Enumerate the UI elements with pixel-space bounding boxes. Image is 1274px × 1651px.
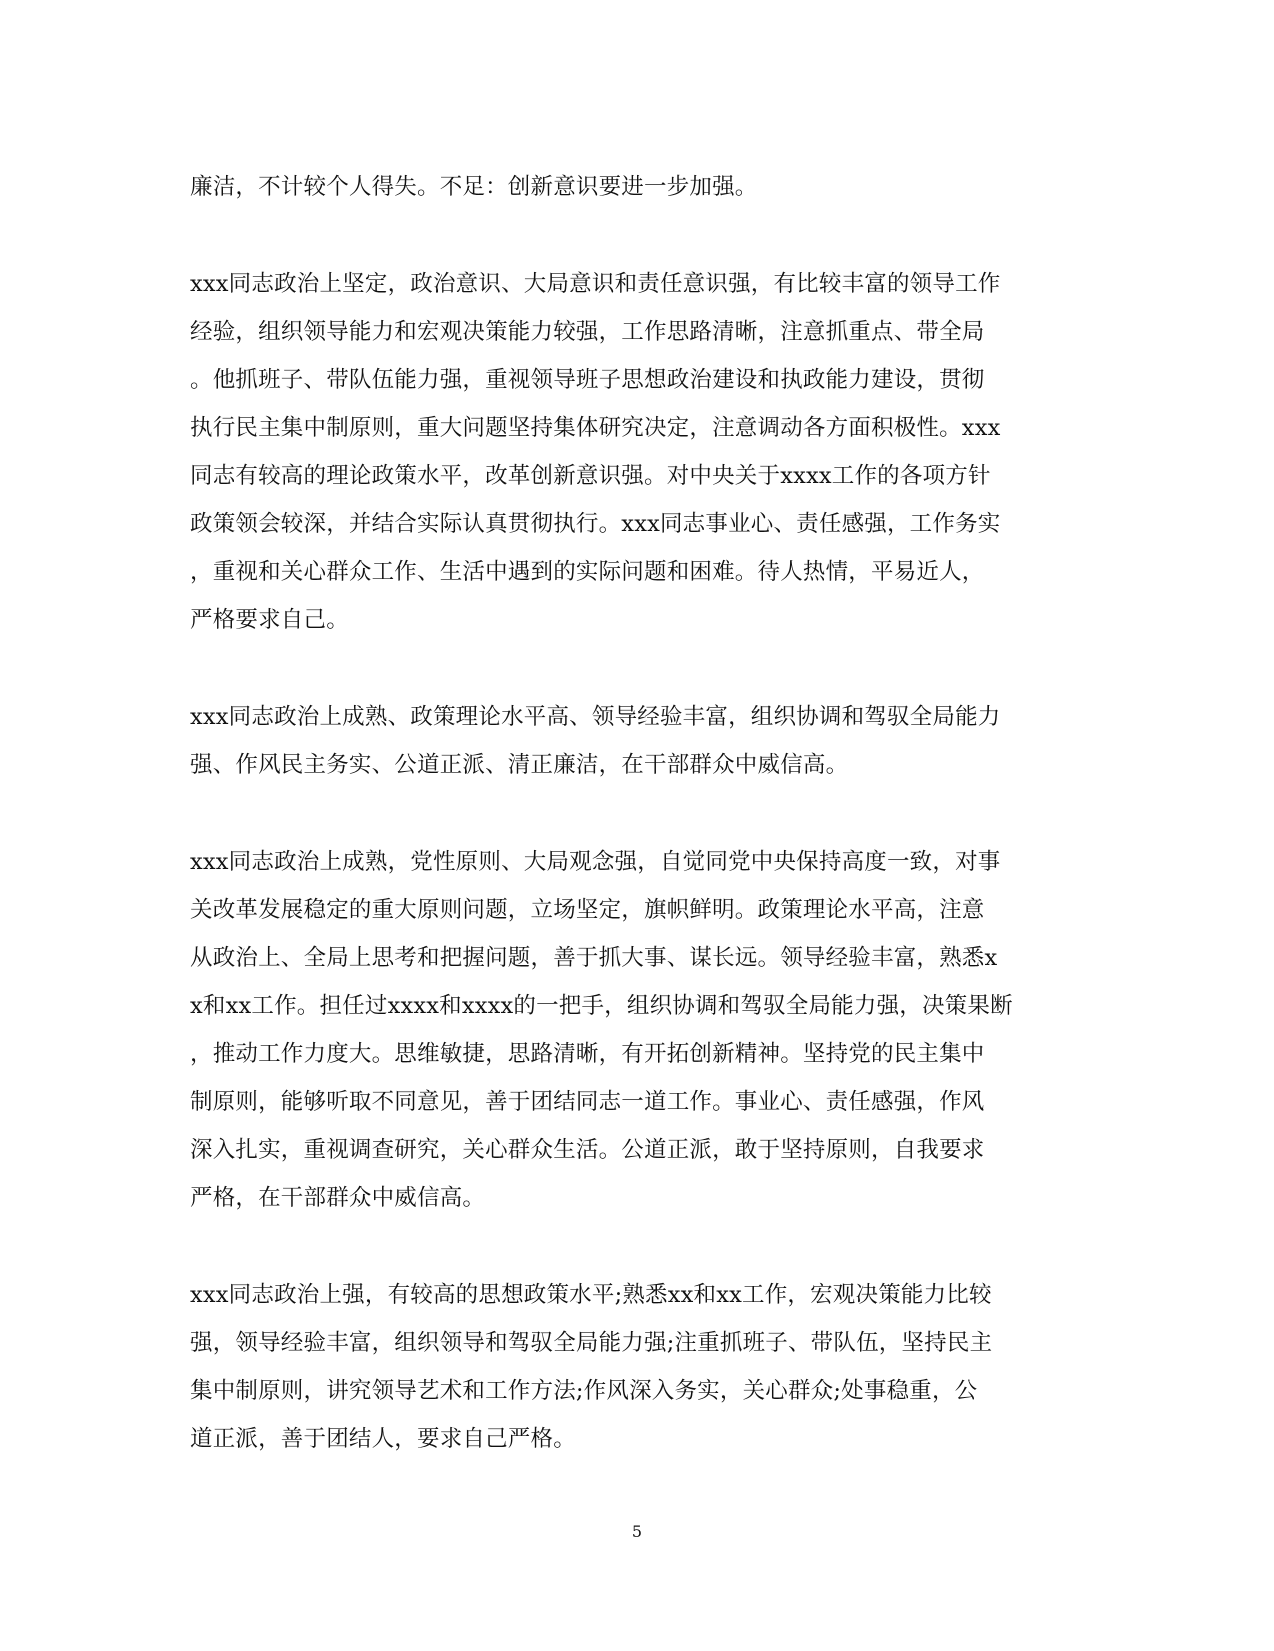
paragraph-5 (190, 1271, 1080, 1463)
paragraph-4 (190, 838, 1080, 1222)
text-line: 严格，在干部群众中威信高。 (190, 1185, 486, 1211)
paragraph-gap (190, 644, 1080, 693)
text-line: xxx同志政治上成熟、政策理论水平高、领导经验丰富，组织协调和驾驭全局能力 (190, 704, 1001, 730)
text-line: xxx同志政治上坚定，政治意识、大局意识和责任意识强，有比较丰富的领导工作 (190, 271, 1001, 297)
text-line: 廉洁，不计较个人得失。不足：创新意识要进一步加强。 (190, 174, 758, 200)
paragraph-gap (190, 1222, 1080, 1271)
text-line: 制原则，能够听取不同意见，善于团结同志一道工作。事业心、责任感强，作风 (190, 1089, 985, 1115)
text-line: 深入扎实，重视调查研究，关心群众生活。公道正派，敢于坚持原则，自我要求 (190, 1137, 985, 1163)
paragraph-1 (190, 163, 1080, 211)
text-line: 政策领会较深，并结合实际认真贯彻执行。xxx同志事业心、责任感强，工作务实 (190, 511, 1001, 537)
text-line: 从政治上、全局上思考和把握问题，善于抓大事、谋长远。领导经验丰富，熟悉x (190, 945, 998, 971)
text-line: 执行民主集中制原则，重大问题坚持集体研究决定，注意调动各方面积极性。xxx (190, 415, 1001, 441)
text-line: 同志有较高的理论政策水平，改革创新意识强。对中央关于xxxx工作的各项方针 (190, 463, 991, 489)
text-line: xxx同志政治上强，有较高的思想政策水平;熟悉xx和xx工作，宏观决策能力比较 (190, 1282, 992, 1308)
document-body (190, 163, 1080, 1463)
page-number: 5 (631, 1522, 643, 1541)
paragraph-2 (190, 260, 1080, 644)
text-line: ，推动工作力度大。思维敏捷，思路清晰，有开拓创新精神。坚持党的民主集中 (190, 1041, 985, 1067)
text-line: ，重视和关心群众工作、生活中遇到的实际问题和困难。待人热情，平易近人， (190, 559, 985, 585)
text-line: 严格要求自己。 (190, 607, 349, 633)
text-line: 经验，组织领导能力和宏观决策能力较强，工作思路清晰，注意抓重点、带全局 (190, 319, 985, 345)
text-line: 强、作风民主务实、公道正派、清正廉洁，在干部群众中威信高。 (190, 752, 849, 778)
text-line: 关改革发展稳定的重大原则问题，立场坚定，旗帜鲜明。政策理论水平高，注意 (190, 897, 985, 923)
text-line: 强，领导经验丰富，组织领导和驾驭全局能力强;注重抓班子、带队伍，坚持民主 (190, 1330, 993, 1356)
paragraph-gap (190, 211, 1080, 260)
text-line: x和xx工作。担任过xxxx和xxxx的一把手，组织协调和驾驭全局能力强，决策果断 (190, 993, 1013, 1019)
text-line: 集中制原则，讲究领导艺术和工作方法;作风深入务实，关心群众;处事稳重，公 (190, 1378, 978, 1404)
text-line: 道正派，善于团结人，要求自己严格。 (190, 1426, 576, 1452)
text-line: xxx同志政治上成熟，党性原则、大局观念强，自觉同党中央保持高度一致，对事 (190, 849, 1001, 875)
text-line: 。他抓班子、带队伍能力强，重视领导班子思想政治建设和执政能力建设，贯彻 (190, 367, 985, 393)
paragraph-3 (190, 693, 1080, 789)
paragraph-gap (190, 789, 1080, 838)
